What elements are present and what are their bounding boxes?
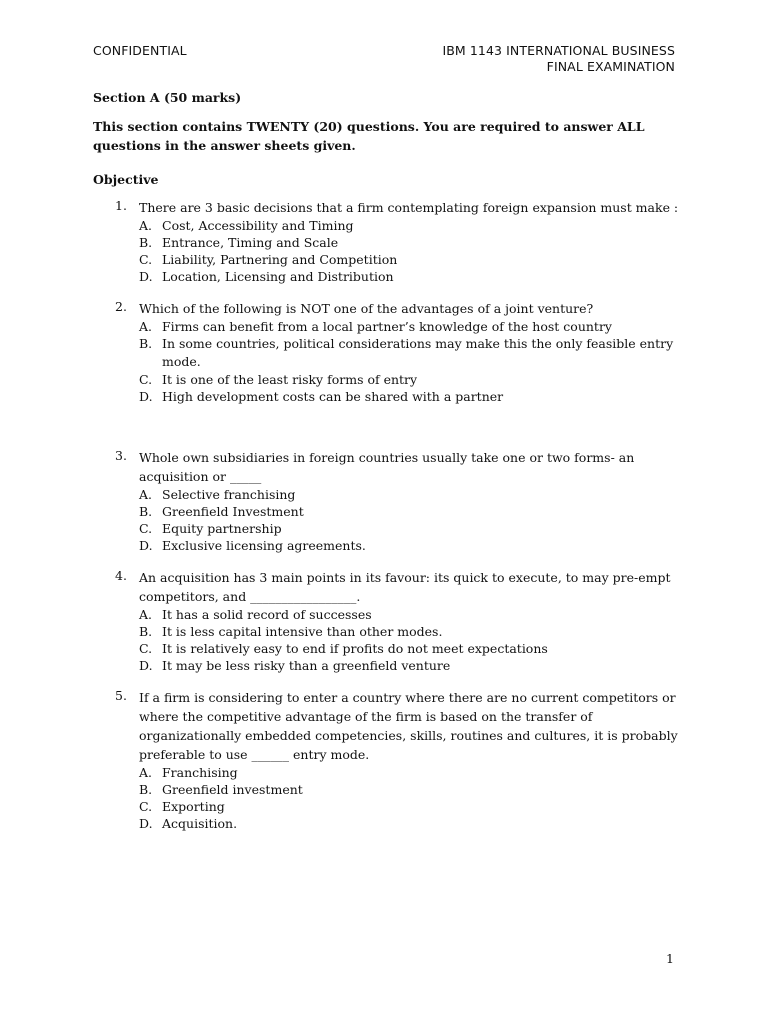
option-letter: B. bbox=[139, 782, 153, 797]
exam-content bbox=[93, 89, 683, 832]
option-b bbox=[139, 781, 683, 798]
option-c bbox=[139, 520, 683, 537]
option-text: It is relatively easy to end if profits do not meet expectations bbox=[162, 641, 548, 656]
option-b bbox=[139, 623, 683, 640]
option-text: Firms can benefit from a local partner’s knowledge of the host country bbox=[162, 319, 612, 334]
section-instructions: This section contains TWENTY (20) questions. You are required to answer ALL questions in the answer sheets given. bbox=[93, 119, 645, 153]
option-letter: A. bbox=[139, 218, 153, 233]
section-title: Section A (50 marks) bbox=[93, 90, 242, 105]
option-letter: D. bbox=[139, 389, 153, 404]
question-number: 3. bbox=[115, 448, 127, 463]
question-number: 5. bbox=[115, 688, 127, 703]
option-letter: B. bbox=[139, 504, 153, 519]
question-number: 2. bbox=[115, 299, 127, 314]
header-course-title bbox=[442, 43, 675, 75]
option-letter: C. bbox=[139, 799, 153, 814]
option-text: It has a solid record of successes bbox=[162, 607, 372, 622]
option-b bbox=[139, 335, 683, 371]
option-text: Greenfield investment bbox=[162, 782, 303, 797]
option-text: Selective franchising bbox=[162, 487, 296, 502]
option-text: Liability, Partnering and Competition bbox=[162, 252, 398, 267]
option-a bbox=[139, 217, 683, 234]
question-3 bbox=[93, 448, 683, 554]
option-d bbox=[139, 268, 683, 285]
option-list bbox=[139, 764, 683, 832]
option-d bbox=[139, 815, 683, 832]
option-a bbox=[139, 764, 683, 781]
option-text: Exporting bbox=[162, 799, 225, 814]
option-letter: D. bbox=[139, 658, 153, 673]
question-text: If a firm is considering to enter a country where there are no current competitors or where the competitive advantage of the firm is based on the transfer of organizationally embedded competencies, skills, routines and cultures, it is probably preferable to use ______ entry mode. bbox=[139, 690, 678, 762]
header-confidential: CONFIDENTIAL bbox=[93, 43, 187, 58]
option-text: Cost, Accessibility and Timing bbox=[162, 218, 354, 233]
option-d bbox=[139, 657, 683, 674]
option-text: Equity partnership bbox=[162, 521, 282, 536]
option-list bbox=[139, 217, 683, 285]
option-letter: C. bbox=[139, 252, 153, 267]
option-list bbox=[139, 318, 683, 405]
option-letter: A. bbox=[139, 487, 153, 502]
option-text: It may be less risky than a greenfield venture bbox=[162, 658, 451, 673]
header-course-line1: IBM 1143 INTERNATIONAL BUSINESS bbox=[442, 43, 675, 58]
option-text: Acquisition. bbox=[162, 816, 238, 831]
header-course-line2: FINAL EXAMINATION bbox=[546, 59, 675, 74]
option-letter: C. bbox=[139, 641, 153, 656]
option-letter: D. bbox=[139, 538, 153, 553]
option-list bbox=[139, 486, 683, 554]
option-text: Greenfield Investment bbox=[162, 504, 304, 519]
option-a bbox=[139, 606, 683, 623]
option-letter: A. bbox=[139, 765, 153, 780]
option-letter: C. bbox=[139, 372, 153, 387]
option-b bbox=[139, 234, 683, 251]
option-a bbox=[139, 318, 683, 335]
option-text: High development costs can be shared with a partner bbox=[162, 389, 504, 404]
option-letter: A. bbox=[139, 319, 153, 334]
option-letter: D. bbox=[139, 269, 153, 284]
option-letter: A. bbox=[139, 607, 153, 622]
question-1 bbox=[93, 198, 683, 285]
option-letter: B. bbox=[139, 336, 153, 351]
option-letter: B. bbox=[139, 624, 153, 639]
option-text: Exclusive licensing agreements. bbox=[162, 538, 366, 553]
option-text: Entrance, Timing and Scale bbox=[162, 235, 339, 250]
question-text: Which of the following is NOT one of the advantages of a joint venture? bbox=[139, 301, 594, 316]
option-d bbox=[139, 388, 683, 405]
option-text: It is less capital intensive than other modes. bbox=[162, 624, 443, 639]
section-subheading: Objective bbox=[93, 172, 159, 187]
option-text: It is one of the least risky forms of entry bbox=[162, 372, 418, 387]
option-letter: D. bbox=[139, 816, 153, 831]
option-text: Location, Licensing and Distribution bbox=[162, 269, 394, 284]
option-text: In some countries, political considerations may make this the only feasible entry mode. bbox=[162, 336, 674, 369]
question-number: 4. bbox=[115, 568, 127, 583]
option-c bbox=[139, 798, 683, 815]
question-5 bbox=[93, 688, 683, 832]
option-a bbox=[139, 486, 683, 503]
option-list bbox=[139, 606, 683, 674]
question-2 bbox=[93, 299, 683, 405]
option-d bbox=[139, 537, 683, 554]
option-c bbox=[139, 251, 683, 268]
option-text: Franchising bbox=[162, 765, 238, 780]
question-number: 1. bbox=[115, 198, 127, 213]
option-c bbox=[139, 640, 683, 657]
option-b bbox=[139, 503, 683, 520]
question-text: An acquisition has 3 main points in its favour: its quick to execute, to may pre-empt competitors, and _________________. bbox=[139, 570, 671, 604]
option-letter: C. bbox=[139, 521, 153, 536]
question-4 bbox=[93, 568, 683, 674]
option-c bbox=[139, 371, 683, 388]
option-letter: B. bbox=[139, 235, 153, 250]
question-text: Whole own subsidiaries in foreign countries usually take one or two forms- an acquisition or _____ bbox=[139, 450, 635, 484]
question-text: There are 3 basic decisions that a firm contemplating foreign expansion must make : bbox=[139, 200, 679, 215]
page-number: 1 bbox=[666, 951, 674, 966]
